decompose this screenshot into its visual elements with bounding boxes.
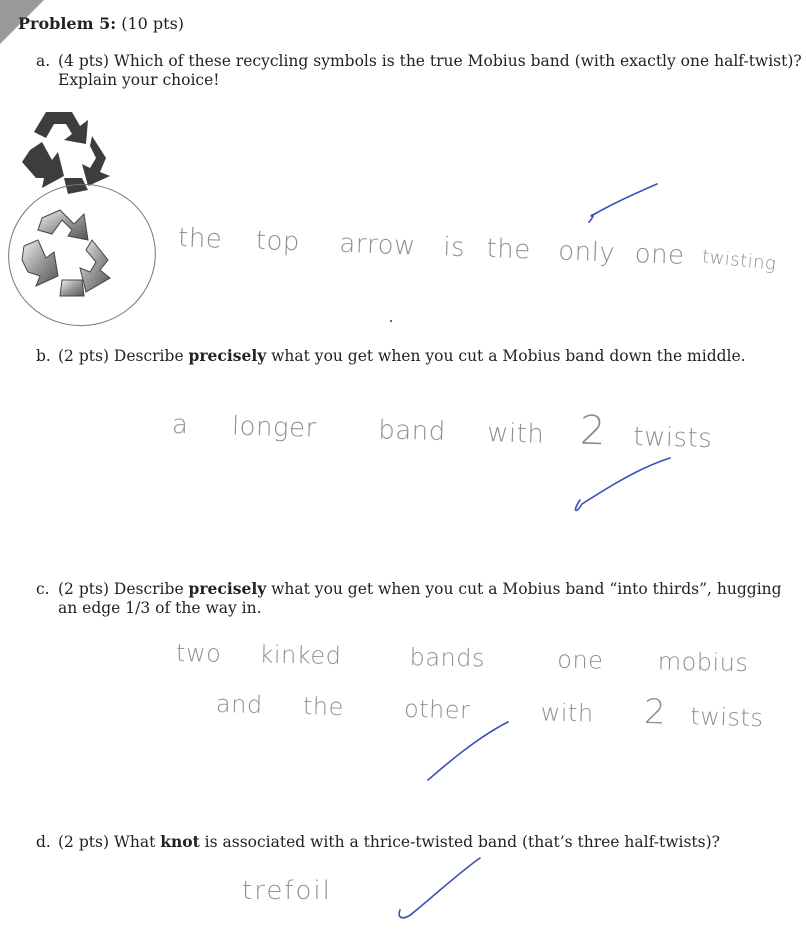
answer-word: a <box>171 409 189 441</box>
answer-word: the <box>302 692 345 722</box>
recycle-icon-dark <box>16 106 116 198</box>
answer-word: one <box>557 645 604 675</box>
question-a <box>36 52 802 90</box>
answer-word: other <box>403 694 471 725</box>
problem-label: Problem 5: <box>18 14 117 33</box>
question-c <box>36 579 782 618</box>
answer-word: arrow <box>338 228 417 262</box>
answer-word: and <box>215 689 264 720</box>
stray-mark <box>390 320 392 322</box>
answer-word: with <box>540 698 595 728</box>
question-emphasis: precisely <box>188 579 267 598</box>
handwritten-answer-c-line1 <box>176 639 749 677</box>
answer-word: is <box>442 232 466 264</box>
question-marker: a. <box>36 52 51 70</box>
answer-word: twisting <box>701 246 778 275</box>
answer-word: longer <box>231 411 318 444</box>
question-marker: c. <box>36 580 50 598</box>
answer-word: the <box>177 223 223 255</box>
question-marker: b. <box>36 347 51 365</box>
question-text: what you get when you cut a Mobius band “into thirds”, hugging <box>266 580 782 598</box>
question-text-cont: an edge 1/3 of the way in. <box>58 599 262 617</box>
answer-word: band <box>377 415 447 448</box>
answer-word: 2 <box>579 407 607 455</box>
handwritten-answer-b <box>171 397 713 457</box>
question-emphasis: knot <box>160 832 200 851</box>
answer-word: with <box>486 418 545 450</box>
handwritten-answer-a <box>178 223 685 271</box>
answer-word: bands <box>409 643 486 673</box>
answer-word: twists <box>689 702 764 733</box>
answer-word: one <box>634 239 686 271</box>
problem-points: (10 pts) <box>121 14 185 33</box>
answer-word: the <box>486 233 532 266</box>
question-text: (4 pts) Which of these recycling symbols is the true Mobius band (with exactly one half-twist)? <box>58 52 802 70</box>
question-text: is associated with a thrice-twisted band (that’s three half-twists)? <box>199 833 720 851</box>
answer-word: twists <box>632 422 713 455</box>
answer-word: 2 <box>643 692 667 733</box>
answer-word: only <box>557 236 616 269</box>
question-emphasis: precisely <box>188 346 267 365</box>
handwritten-answer-d <box>242 876 332 906</box>
checkmark-icon <box>585 182 665 228</box>
question-marker: d. <box>36 833 51 851</box>
question-b <box>36 346 746 366</box>
question-text: (2 pts) Describe <box>58 347 189 365</box>
handwritten-answer-a-end <box>701 246 777 275</box>
answer-word: kinked <box>259 640 342 670</box>
answer-word: top <box>255 225 301 258</box>
question-text: what you get when you cut a Mobius band down the middle. <box>266 347 746 365</box>
checkmark-icon <box>420 718 516 788</box>
question-text: (2 pts) What <box>58 833 161 851</box>
answer-word: two <box>175 639 222 668</box>
question-text-cont: Explain your choice! <box>58 71 220 89</box>
checkmark-icon <box>568 454 678 514</box>
answer-word: mobius <box>657 647 749 677</box>
question-text: (2 pts) Describe <box>58 580 189 598</box>
answer-word: trefoil <box>242 876 332 906</box>
question-d <box>36 832 720 852</box>
problem-header <box>18 14 184 33</box>
checkmark-icon <box>396 854 486 924</box>
